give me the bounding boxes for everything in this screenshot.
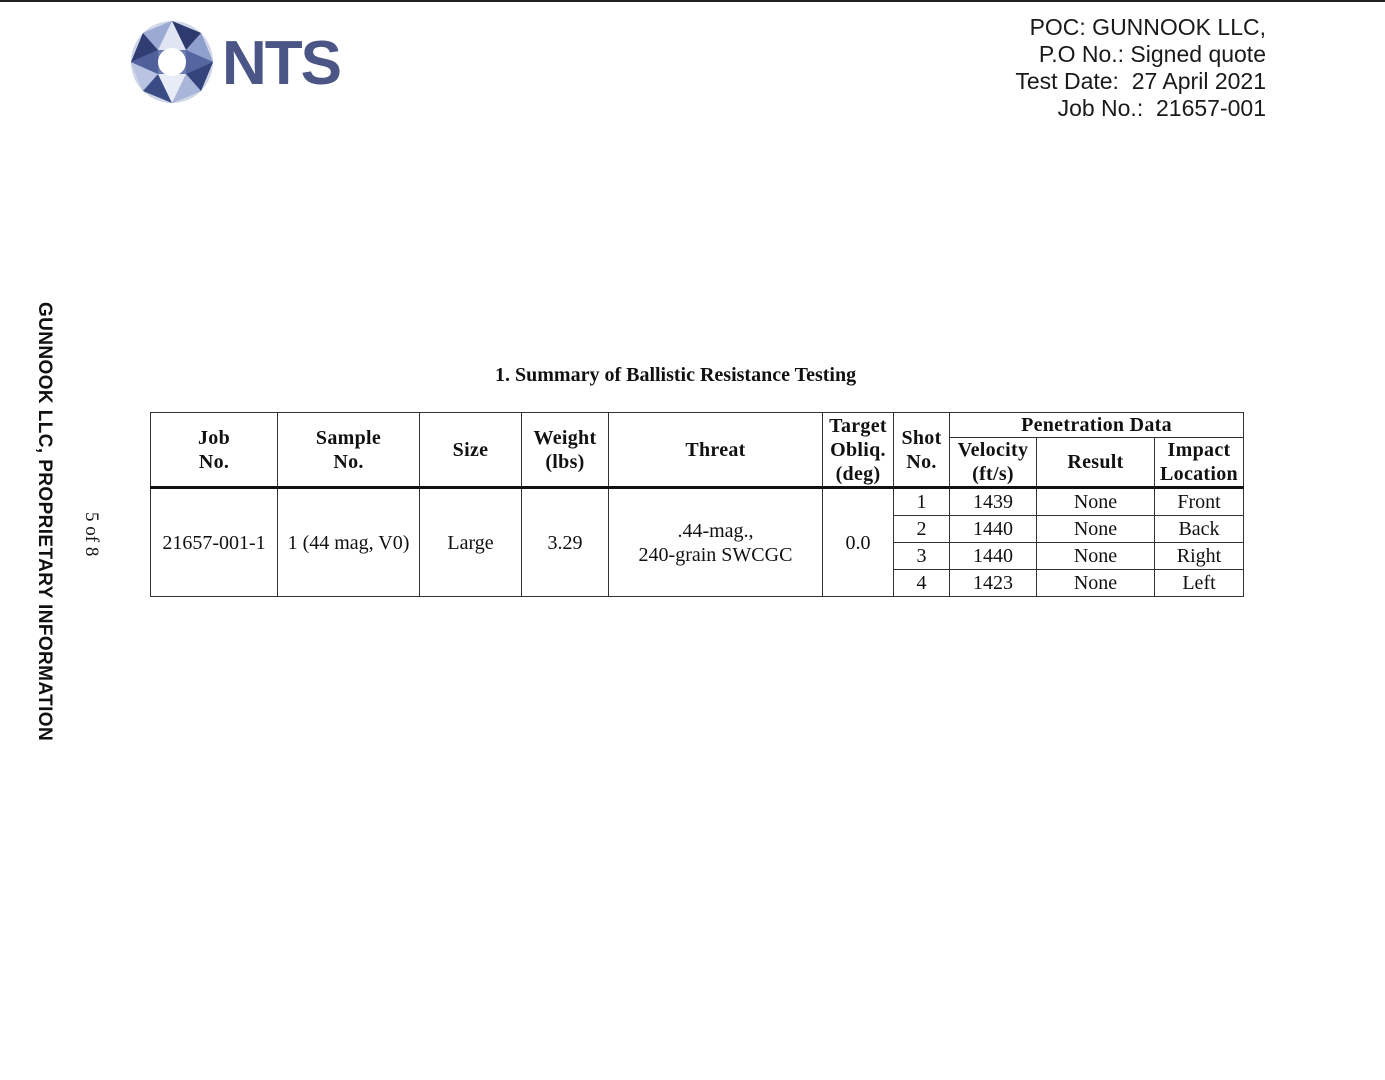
job-number-line: Job No.: 21657-001 [1057, 95, 1266, 121]
cell-result: None [1037, 516, 1155, 543]
cell-job-no: 21657-001-1 [151, 488, 278, 597]
header-sample-no: Sample No. [278, 413, 420, 488]
cell-size: Large [420, 488, 522, 597]
top-rule [0, 0, 1385, 2]
header-info [1015, 14, 1266, 122]
header-shot-no: Shot No. [894, 413, 950, 488]
header-job-no: Job No. [151, 413, 278, 488]
cell-velocity: 1440 [950, 543, 1037, 570]
cell-result: None [1037, 543, 1155, 570]
cell-velocity: 1440 [950, 516, 1037, 543]
cell-shot-no: 2 [894, 516, 950, 543]
cell-velocity: 1423 [950, 570, 1037, 597]
header-impact-location: Impact Location [1155, 438, 1244, 488]
header-threat: Threat [609, 413, 823, 488]
header-penetration-data: Penetration Data [950, 413, 1244, 438]
cell-result: None [1037, 488, 1155, 516]
nts-logo [128, 14, 358, 110]
ballistic-results-table [150, 412, 1244, 597]
cell-impact-location: Front [1155, 488, 1244, 516]
header-size: Size [420, 413, 522, 488]
header-result: Result [1037, 438, 1155, 488]
cell-velocity: 1439 [950, 488, 1037, 516]
cell-threat: .44-mag., 240-grain SWCGC [609, 488, 823, 597]
poc-line: POC: GUNNOOK LLC, [1029, 14, 1266, 40]
po-number-line: P.O No.: Signed quote [1038, 41, 1266, 67]
header-target-obliq: Target Obliq. (deg) [823, 413, 894, 488]
section-title: 1. Summary of Ballistic Resistance Testing [495, 364, 857, 386]
cell-impact-location: Back [1155, 516, 1244, 543]
nts-logo-graphic [128, 14, 358, 110]
header-weight: Weight (lbs) [522, 413, 609, 488]
cell-weight: 3.29 [522, 488, 609, 597]
cell-shot-no: 1 [894, 488, 950, 516]
logo-text: NTS [222, 29, 340, 98]
proprietary-banner: GUNNOOK LLC, PROPRIETARY INFORMATION [34, 302, 55, 742]
cell-result: None [1037, 570, 1155, 597]
cell-shot-no: 3 [894, 543, 950, 570]
header-velocity: Velocity (ft/s) [950, 438, 1037, 488]
table-row [151, 488, 1244, 516]
table-header-row [151, 413, 1244, 438]
test-date-line: Test Date: 27 April 2021 [1015, 68, 1266, 94]
cell-impact-location: Right [1155, 543, 1244, 570]
cell-sample-no: 1 (44 mag, V0) [278, 488, 420, 597]
cell-target-obliq: 0.0 [823, 488, 894, 597]
page-number: 5 of 8 [81, 512, 102, 557]
cell-impact-location: Left [1155, 570, 1244, 597]
cell-shot-no: 4 [894, 570, 950, 597]
